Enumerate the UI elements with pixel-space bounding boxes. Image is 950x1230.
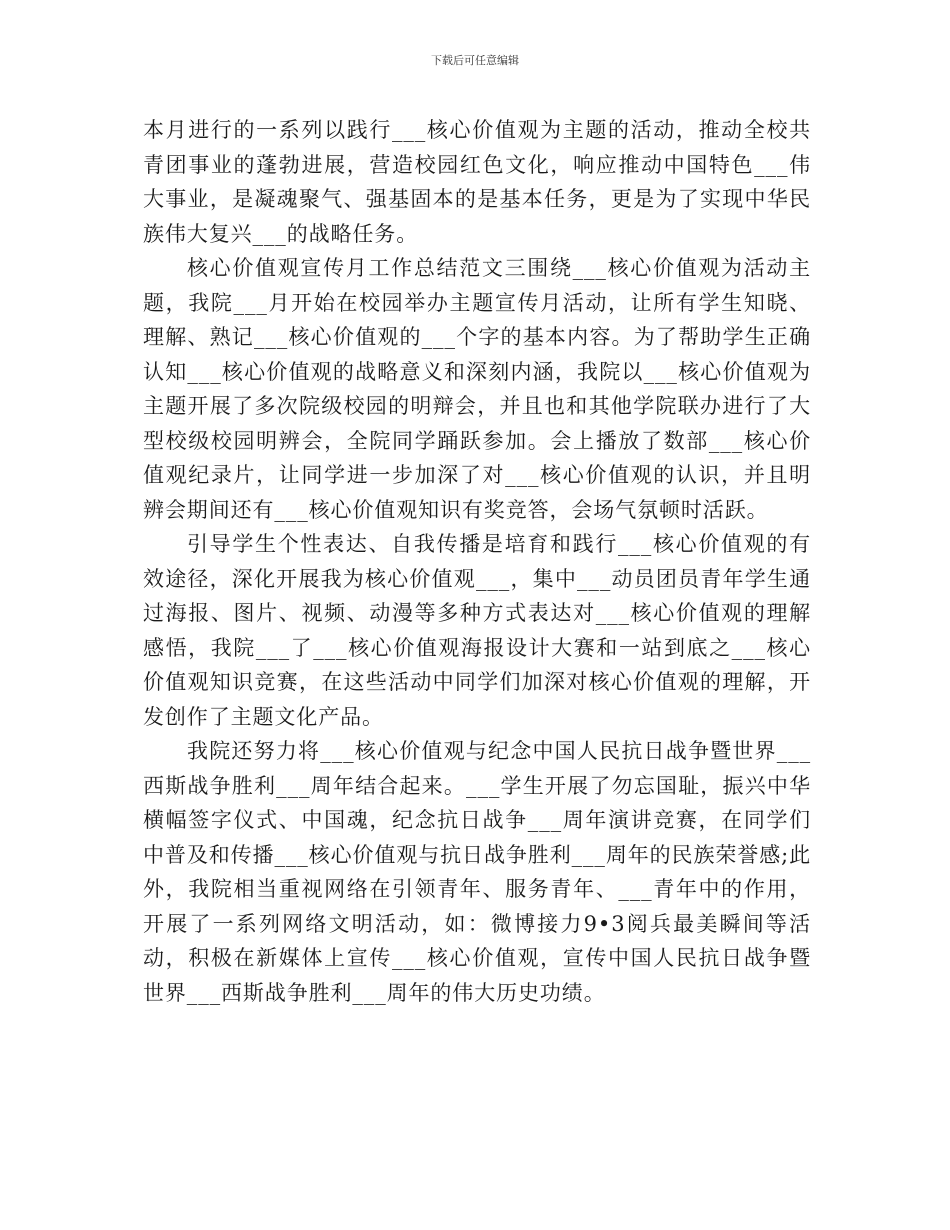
paragraph: 我院还努力将___核心价值观与纪念中国人民抗日战争暨世界___西斯战争胜利___周年结合起来。___学生开展了勿忘国耻，振兴中华横幅签字仪式、中国魂，纪念抗日战争___周年演讲竞赛，在同学们中普及和传播___核心价值观与抗日战争胜利___周年的民族荣誉感;此外，我院相当重视网络在引领青年、服务青年、___青年中的作用，开展了一系列网络文明活动，如：微博接力9•3阅兵最美瞬间等活动，积极在新媒体上宣传___核心价值观，宣传中国人民抗日战争暨世界___西斯战争胜利___周年的伟大历史功绩。 bbox=[143, 739, 811, 1005]
paragraph: 引导学生个性表达、自我传播是培育和践行___核心价值观的有效途径，深化开展我为核心价值观___，集中___动员团员青年学生通过海报、图片、视频、动漫等多种方式表达对___核心价值观的理解感悟，我院___了___核心价值观海报设计大赛和一站到底之___核心价值观知识竞赛，在这些活动中同学们加深对核心价值观的理解，开发创作了主题文化产品。 bbox=[143, 532, 811, 729]
paragraph: 本月进行的一系列以践行___核心价值观为主题的活动，推动全校共青团事业的蓬勃进展，营造校园红色文化，响应推动中国特色___伟大事业，是凝魂聚气、强基固本的是基本任务，更是为了实现中华民族伟大复兴___的战略任务。 bbox=[143, 118, 811, 246]
document-body bbox=[143, 113, 811, 1010]
paragraph: 核心价值观宣传月工作总结范文三围绕___核心价值观为活动主题，我院___月开始在校园举办主题宣传月活动，让所有学生知晓、理解、熟记___核心价值观的___个字的基本内容。为了帮助学生正确认知___核心价值观的战略意义和深刻内涵，我院以___核心价值观为主题开展了多次院级校园的明辩会，并且也和其他学院联办进行了大型校级校园明辨会，全院同学踊跃参加。会上播放了数部___核心价值观纪录片，让同学进一步加深了对___核心价值观的认识，并且明辨会期间还有___核心价值观知识有奖竞答，会场气氛顿时活跃。 bbox=[143, 256, 811, 522]
page-header: 下载后可任意编辑 bbox=[431, 54, 519, 67]
